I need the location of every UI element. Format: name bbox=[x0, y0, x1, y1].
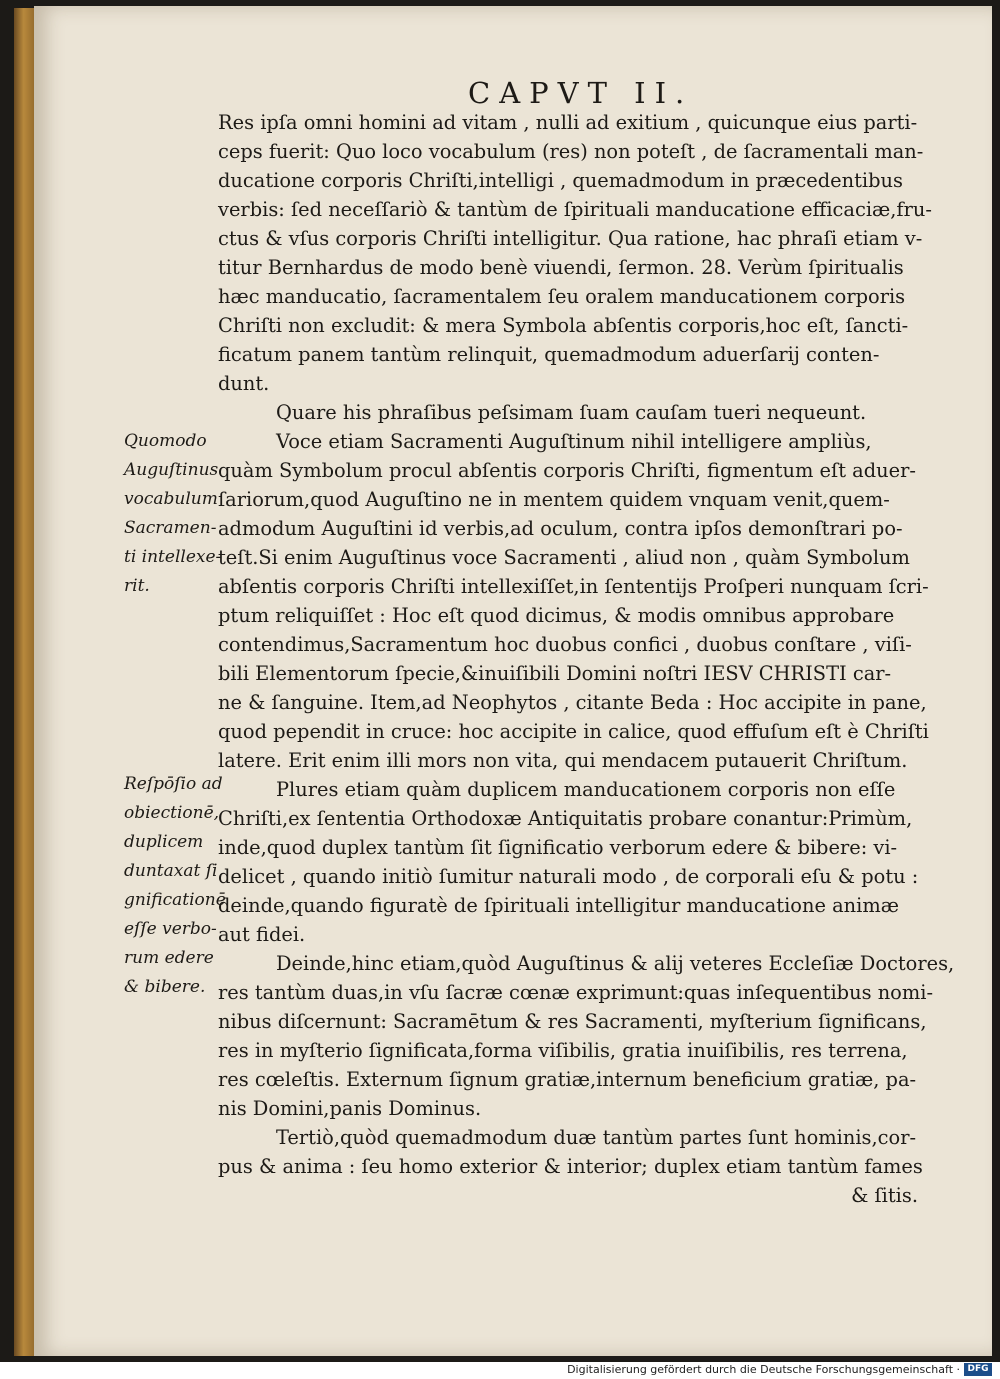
text-line: teſt.Si enim Auguſtinus voce Sacramenti , aliud non , quàm Symbolum bbox=[218, 546, 910, 569]
dfg-logo: DFG bbox=[964, 1363, 992, 1376]
margin-note-line: rum edere bbox=[124, 948, 214, 968]
text-line: res cœleſtis. Externum ſignum gratiæ,internum beneficium gratiæ, pa- bbox=[218, 1068, 917, 1091]
text-line: ctus & vſus corporis Chriſti intelligitur. Qua ratione, hac phraſi etiam v- bbox=[218, 227, 923, 250]
margin-note-line: Auguſtinus bbox=[124, 460, 219, 480]
text-line: Tertiò,quòd quemadmodum duæ tantùm partes ſunt hominis,cor- bbox=[276, 1126, 917, 1149]
margin-note-line: vocabulum bbox=[124, 489, 218, 509]
body-text bbox=[218, 108, 958, 1210]
text-line: Deinde,hinc etiam,quòd Auguſtinus & alij veteres Eccleſiæ Doctores, bbox=[276, 952, 955, 975]
text-line: aut fidei. bbox=[218, 923, 306, 946]
margin-note-line: ti intellexe- bbox=[124, 547, 222, 567]
text-line: Chriſti,ex ſententia Orthodoxæ Antiquitatis probare conantur:Primùm, bbox=[218, 807, 913, 830]
margin-note-line: gnificationē bbox=[124, 890, 226, 910]
text-line: quod pependit in cruce: hoc accipite in calice, quod effuſum eſt è Chriſti bbox=[218, 720, 929, 743]
text-line: res in myſterio ſignificata,forma viſibilis, gratia inuiſibilis, res terrena, bbox=[218, 1039, 908, 1062]
margin-note-line: Sacramen- bbox=[124, 518, 217, 538]
text-line: Voce etiam Sacramenti Auguſtinum nihil intelligere ampliùs, bbox=[276, 430, 872, 453]
text-line: ficatum panem tantùm relinquit, quemadmodum aduerſarij conten- bbox=[218, 343, 880, 366]
text-line: delicet , quando initiò ſumitur naturali modo , de corporali eſu & potu : bbox=[218, 865, 919, 888]
digitization-credit: Digitalisierung gefördert durch die Deutsche Forschungsgemeinschaft · bbox=[567, 1363, 960, 1376]
text-line: Res ipſa omni homini ad vitam , nulli ad exitium , quicunque eius parti- bbox=[218, 111, 918, 134]
margin-note-line: duplicem bbox=[124, 832, 204, 852]
margin-note-line: Reſpōſio ad bbox=[124, 774, 223, 794]
text-line: verbis: ſed neceſſariò & tantùm de ſpirituali manducatione efficaciæ,fru- bbox=[218, 198, 932, 221]
text-line: pus & anima : ſeu homo exterior & interior; duplex etiam tantùm fames bbox=[218, 1155, 923, 1178]
text-line: & ſitis. bbox=[851, 1184, 918, 1207]
running-head: CAPVT II. bbox=[468, 76, 694, 110]
text-line: abſentis corporis Chriſti intellexiſſet,in ſententijs Proſperi nunquam ſcri- bbox=[218, 575, 929, 598]
text-line: hæc manducatio, ſacramentalem ſeu oralem manducationem corporis bbox=[218, 285, 906, 308]
text-line: nis Domini,panis Dominus. bbox=[218, 1097, 482, 1120]
text-line: Plures etiam quàm duplicem manducationem corporis non eſſe bbox=[276, 778, 896, 801]
text-line: titur Bernhardus de modo benè viuendi, ſermon. 28. Verùm ſpiritualis bbox=[218, 256, 904, 279]
text-line: latere. Erit enim illi mors non vita, qui mendacem putauerit Chriſtum. bbox=[218, 749, 908, 772]
text-line: dunt. bbox=[218, 372, 270, 395]
margin-note-line: eſſe verbo- bbox=[124, 919, 217, 939]
margin-note-line: & bibere. bbox=[124, 977, 206, 997]
margin-note-responsio bbox=[124, 770, 234, 1002]
text-line: quàm Symbolum procul abſentis corporis Chriſti, figmentum eſt aduer- bbox=[218, 459, 916, 482]
text-line: ſariorum,quod Auguſtino ne in mentem quidem vnquam venit,quem- bbox=[218, 488, 890, 511]
text-line: ptum reliquiſſet : Hoc eſt quod dicimus, & modis omnibus approbare bbox=[218, 604, 895, 627]
text-line: ducatione corporis Chriſti,intelligi , quemadmodum in præcedentibus bbox=[218, 169, 903, 192]
text-line: ne & ſanguine. Item,ad Neophytos , citante Beda : Hoc accipite in pane, bbox=[218, 691, 927, 714]
text-line: bili Elementorum ſpecie,&inuiſibili Domini noſtri IESV CHRISTI car- bbox=[218, 662, 892, 685]
text-line: Quare his phraſibus peſsimam ſuam cauſam tueri nequeunt. bbox=[276, 401, 867, 424]
text-line: res tantùm duas,in vſu ſacræ cœnæ exprimunt:quas inſequentibus nomi- bbox=[218, 981, 933, 1004]
text-line: admodum Auguſtini id verbis,ad oculum, contra ipſos demonſtrari po- bbox=[218, 517, 903, 540]
margin-note-line: obiectionē, bbox=[124, 803, 220, 823]
margin-note-line: Quomodo bbox=[124, 431, 207, 451]
margin-note-line: duntaxat ſi bbox=[124, 861, 218, 881]
margin-note-line: rit. bbox=[124, 576, 150, 596]
text-line: Chriſti non excludit: & mera Symbola abſentis corporis,hoc eſt, ſancti- bbox=[218, 314, 909, 337]
text-line: nibus diſcernunt: Sacramētum & res Sacramenti, myſterium ſignificans, bbox=[218, 1010, 927, 1033]
text-line: contendimus,Sacramentum hoc duobus confici , duobus conſtare , viſi- bbox=[218, 633, 912, 656]
text-line: ceps fuerit: Quo loco vocabulum (res) non poteſt , de ſacramentali man- bbox=[218, 140, 924, 163]
text-line: inde,quod duplex tantùm ſit ſignificatio verborum edere & bibere: vi- bbox=[218, 836, 898, 859]
margin-note-augustinus bbox=[124, 427, 234, 601]
text-line: deinde,quando figuratè de ſpirituali intelligitur manducatione animæ bbox=[218, 894, 899, 917]
